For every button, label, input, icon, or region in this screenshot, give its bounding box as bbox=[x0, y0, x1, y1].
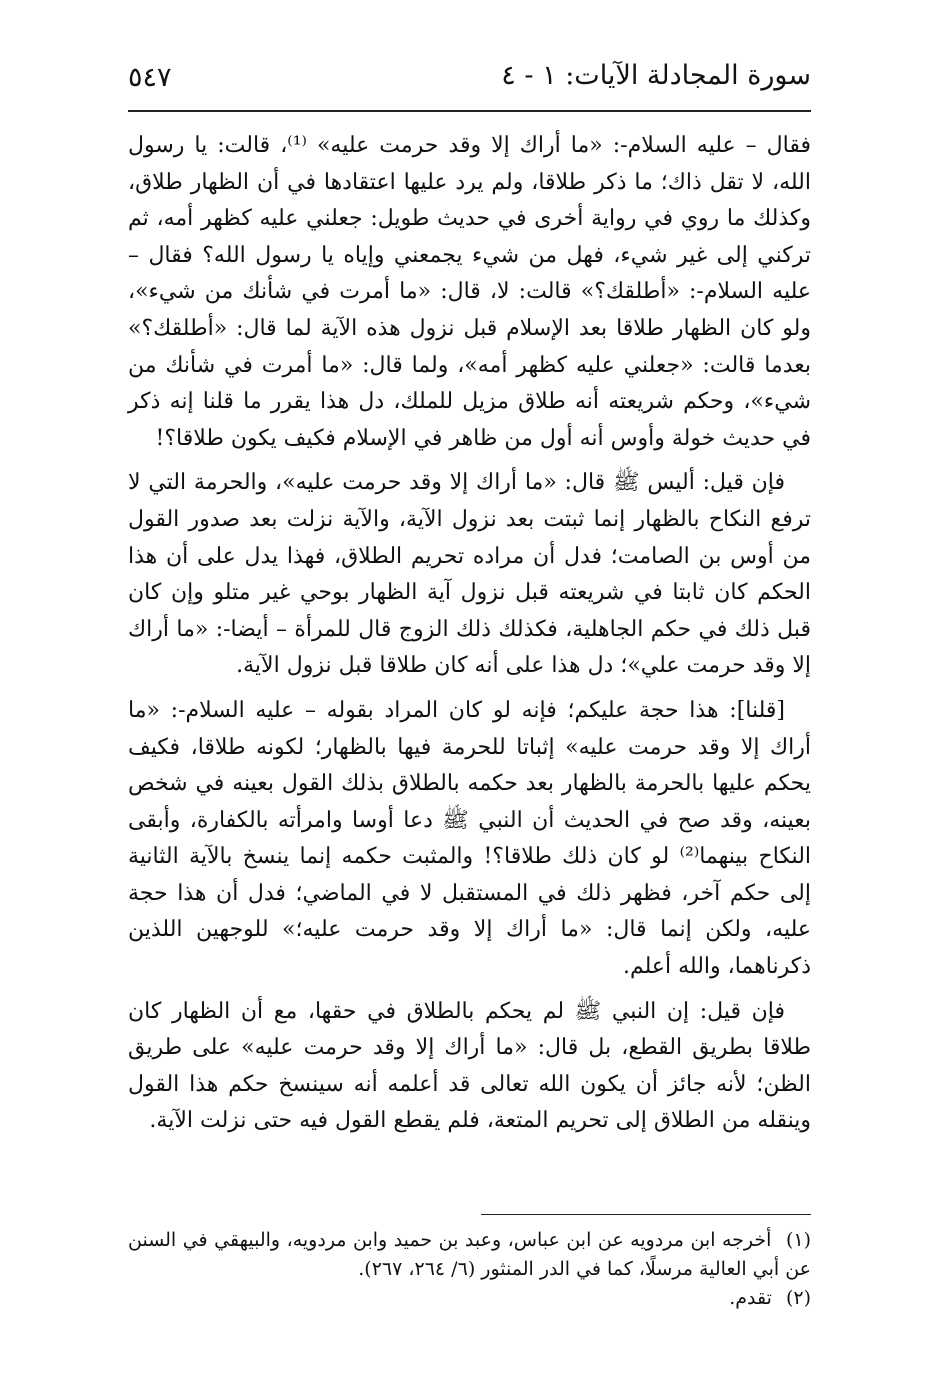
page-header bbox=[128, 52, 811, 100]
footnote-1 bbox=[128, 1226, 811, 1284]
footnote-1-number: (١) bbox=[785, 1229, 811, 1251]
page-number: ٥٤٧ bbox=[128, 62, 172, 93]
footnote-2-text: تقدم. bbox=[729, 1287, 772, 1309]
main-text bbox=[128, 128, 811, 1148]
paragraph-2: فإن قيل: أليس ﷺ قال: «ما أراك إلا وقد حرمت عليه»، والحرمة التي لا ترفع النكاح بالظهار إنما ثبتت بعد نزول الآية، والآية نزلت بعد صدور القول من أوس بن الصامت؛ فدل أن مراده تحريم الطلاق، فهذا يدل على أن هذا الحكم كان ثابتا في شريعته قبل نزول آية الظهار بوحي غير متلو وإن كان قبل ذلك في حكم الجاهلية، فكذلك ذلك الزوج قال للمرأة – أيضا-: «ما أراك إلا وقد حرمت علي»؛ دل هذا على أنه كان طلاقا قبل نزول الآية. bbox=[128, 470, 811, 679]
footnotes bbox=[128, 1226, 811, 1313]
running-title: سورة المجادلة الآيات: ١ - ٤ bbox=[501, 60, 811, 91]
footnote-1-text: أخرجه ابن مردويه عن ابن عباس، وعبد بن حميد وابن مردويه، والبيهقي في السنن عن أبي العالية مرسلًا، كما في الدر المنثور (٦/ ٢٦٤، ٢٦٧). bbox=[128, 1229, 811, 1280]
paragraph-1: فقال – عليه السلام-: «ما أراك إلا وقد حرمت عليه» ⁽¹⁾، قالت: يا رسول الله، لا تقل ذاك؛ ما ذكر طلاقا، ولم يرد عليها اعتقادها في أن الظهار طلاق، وكذلك ما روي في رواية أخرى في حديث طويل: جعلني عليه كظهر أمه، ثم تركني إلى غير شيء، فهل من شيء يجمعني وإياه يا رسول الله؟ فقال – عليه السلام-: «أطلقك؟» قالت: لا، قال: «ما أمرت في شأنك من شيء»، ولو كان الظهار طلاقا بعد الإسلام قبل نزول هذه الآية لما قال: «أطلقك؟» بعدما قالت: «جعلني عليه كظهر أمه»، ولما قال: «ما أمرت في شأنك من شيء»، وحكم شريعته أنه طلاق مزيل للملك، دل هذا يقرر ما قلنا إنه ذكر في حديث خولة وأوس أنه أول من ظاهر في الإسلام فكيف يكون طلاقا؟! bbox=[128, 133, 811, 451]
footnote-2 bbox=[128, 1284, 811, 1313]
footnote-2-number: (٢) bbox=[785, 1287, 811, 1309]
paragraph-4: فإن قيل: إن النبي ﷺ لم يحكم بالطلاق في حقها، مع أن الظهار كان طلاقا بطريق القطع، بل قال: «ما أراك إلا وقد حرمت عليه» على طريق الظن؛ لأنه جائز أن يكون الله تعالى قد أعلمه أنه سينسخ حكم هذا القول وينقله من الطلاق إلى تحريم المتعة، فلم يقطع القول فيه حتى نزلت الآية. bbox=[128, 998, 811, 1134]
paragraph-3: [قلنا]: هذا حجة عليكم؛ فإنه لو كان المراد بقوله – عليه السلام-: «ما أراك إلا وقد حرمت عليه» إثباتا للحرمة فيها بالظهار؛ لكونه طلاقا، فكيف يحكم عليها بالحرمة بالظهار بعد حكمه بالطلاق بذلك القول بعينه في شخص بعينه، وقد صح في الحديث أن النبي ﷺ دعا أوسا وامرأته بالكفارة، وأبقى النكاح بينهما⁽²⁾ لو كان ذلك طلاقا؟! والمثبت حكمه إنما ينسخ بالآية الثانية إلى حكم آخر، فظهر ذلك في المستقبل لا في الماضي؛ فدل أن هذا حجة عليه، ولكن إنما قال: «ما أراك إلا وقد حرمت عليه؛» للوجهين اللذين ذكرناهما، والله أعلم. bbox=[128, 697, 812, 980]
header-divider bbox=[128, 110, 811, 112]
footnote-divider bbox=[481, 1214, 811, 1215]
